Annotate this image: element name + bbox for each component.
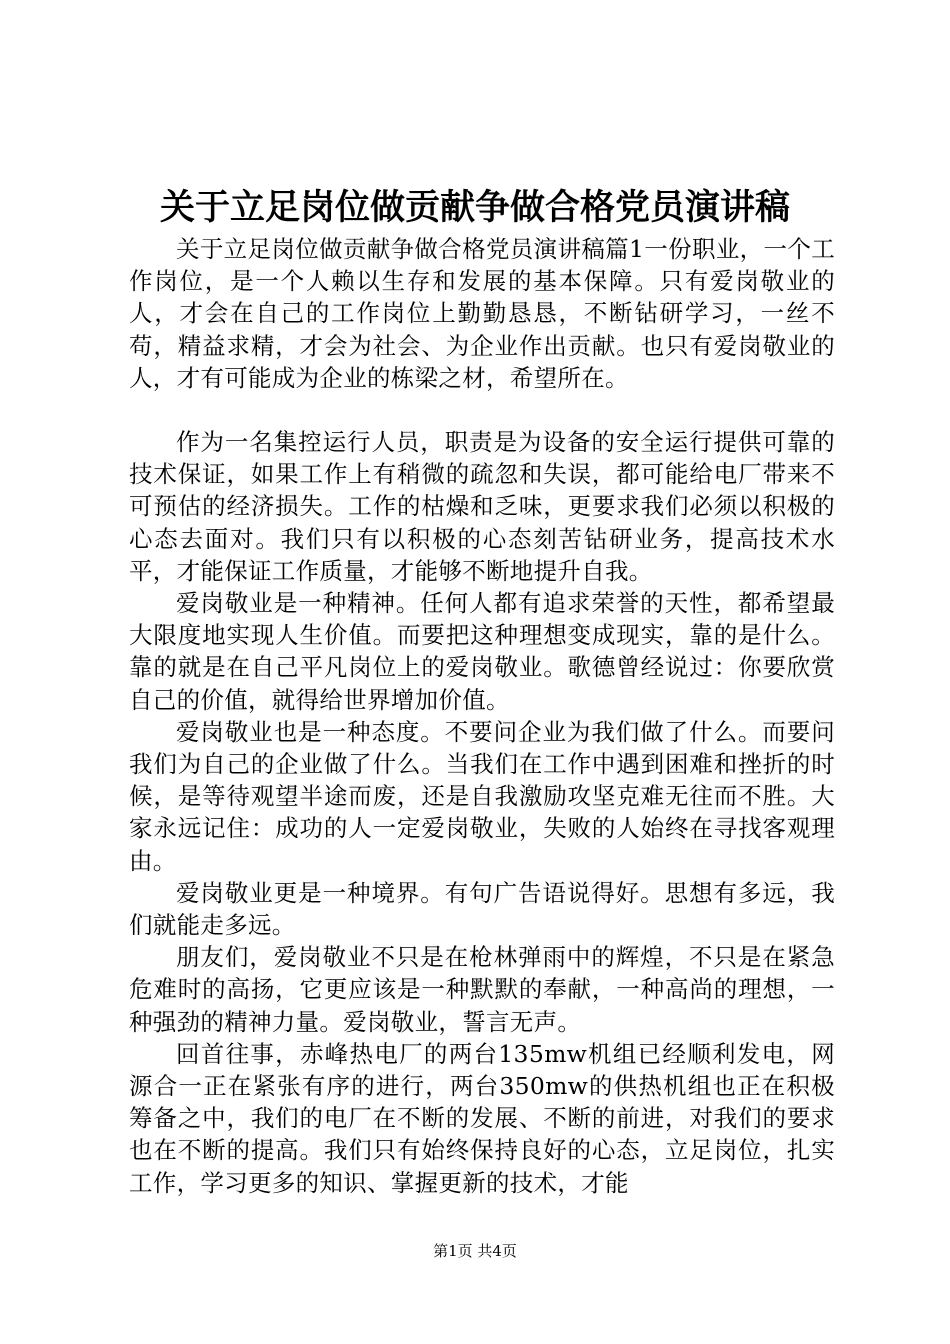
page-footer: 第1页 共4页: [433, 1242, 517, 1260]
paragraph: 关于立足岗位做贡献争做合格党员演讲稿篇1一份职业，一个工作岗位，是一个人赖以生存和发展的基本保障。只有爱岗敬业的人，才会在自己的工作岗位上勤勤恳恳，不断钻研学习，一丝不苟，精益求精，才会为社会、为企业作出贡献。也只有爱岗敬业的人，才有可能成为企业的栋梁之材，希望所在。: [129, 235, 835, 392]
paragraph: 爱岗敬业更是一种境界。有句广告语说得好。思想有多远，我们就能走多远。: [129, 878, 835, 940]
paragraph: 回首往事，赤峰热电厂的两台135mw机组已经顺利发电，网源合一正在紧张有序的进行，两台350mw的供热机组也正在积极筹备之中，我们的电厂在不断的发展、不断的前进，对我们的要求也在不断的提高。我们只有始终保持良好的心态，立足岗位，扎实工作，学习更多的知识、掌握更新的技术，才能: [129, 1039, 835, 1197]
paragraph: 朋友们，爱岗敬业不只是在枪林弹雨中的辉煌，不只是在紧急危难时的高扬，它更应该是一种默默的奉献，一种高尚的理想，一种强劲的精神力量。爱岗敬业，誓言无声。: [129, 943, 835, 1036]
document-body: [129, 233, 835, 1199]
paragraph: 爱岗敬业也是一种态度。不要问企业为我们做了什么。而要问我们为自己的企业做了什么。当我们在工作中遇到困难和挫折的时候，是等待观望半途而废，还是自我激励攻坚克难无往而不胜。大家永远记住：成功的人一定爱岗敬业，失败的人始终在寻找客观理由。: [129, 717, 835, 875]
document-title: 关于立足岗位做贡献争做合格党员演讲稿: [159, 187, 790, 228]
paragraph: 作为一名集控运行人员，职责是为设备的安全运行提供可靠的技术保证，如果工作上有稍微的疏忽和失误，都可能给电厂带来不可预估的经济损失。工作的枯燥和乏味，更要求我们必须以积极的心态去面对。我们只有以积极的心态刻苦钻研业务，提高技术水平，才能保证工作质量，才能够不断地提升自我。: [129, 428, 835, 585]
paragraph: 爱岗敬业是一种精神。任何人都有追求荣誉的天性，都希望最大限度地实现人生价值。而要把这种理想变成现实，靠的是什么。靠的就是在自己平凡岗位上的爱岗敬业。歌德曾经说过：你要欣赏自己的价值，就得给世界增加价值。: [129, 589, 835, 714]
